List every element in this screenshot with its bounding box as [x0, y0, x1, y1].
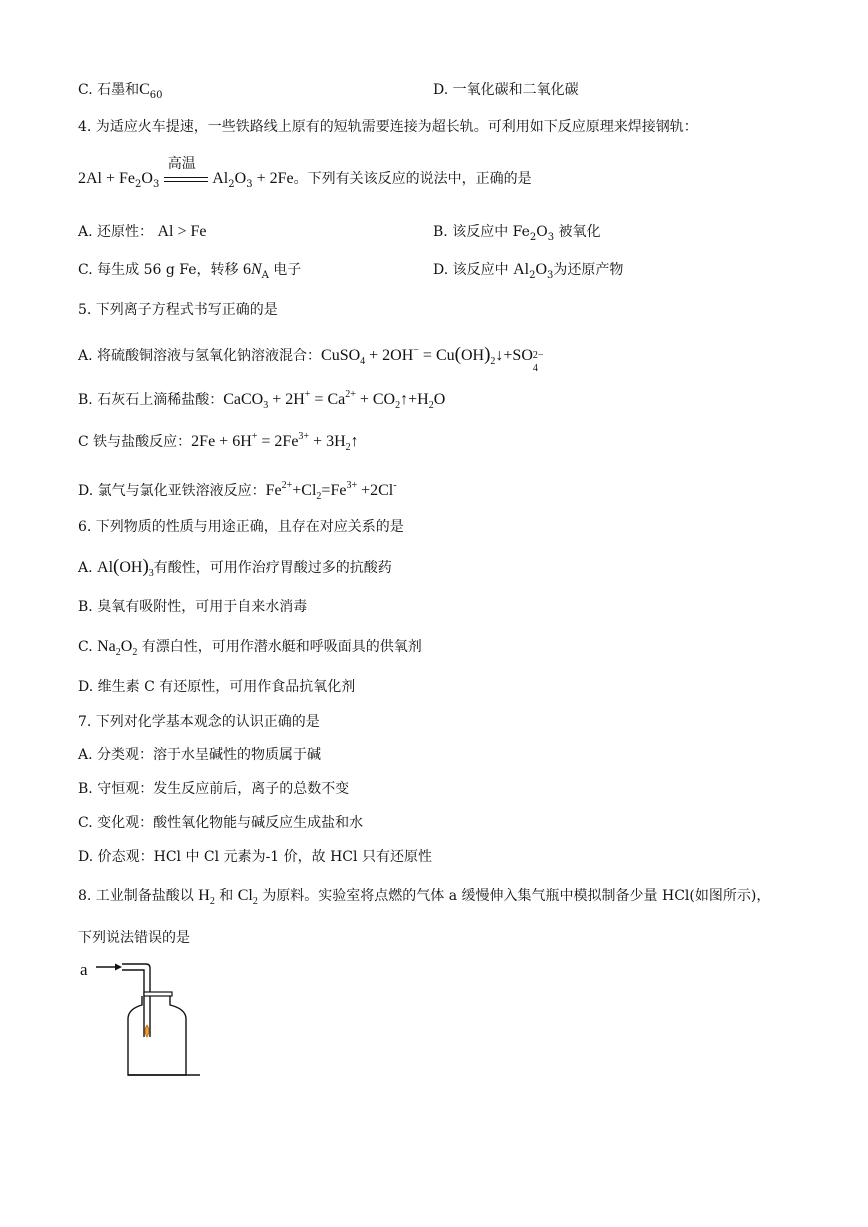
q4-option-d: D. 该反应中 $Al_2O_3$为还原产物 — [433, 261, 624, 281]
q4-stem: 4. 为适应火车提速，一些铁路线上原有的短轨需要连接为超长轨。可利用如下反应原理来焊接钢轨： — [78, 119, 698, 135]
q6-option-b: B. 臭氧有吸附性，可用于自来水消毒 — [78, 599, 308, 615]
q7-option-c: C. 变化观：酸性氧化物能与碱反应生成盐和水 — [78, 815, 364, 831]
q6-option-c: C. $Na_2O_2$ 有漂白性，可用作潜水艇和呼吸面具的供氧剂 — [78, 638, 422, 658]
q5-option-a: A. 将硫酸铜溶液与氢氧化钠溶液混合：CuSO$_4$ + $2OH^- = Cu(OH)_2↓+SO$ 2− 4 — [78, 344, 544, 374]
flame — [145, 1025, 149, 1037]
q5-option-d: D. 氯气与氯化亚铁溶液反应：$Fe^{2+}+Cl_2=Fe^{3+} +2Cl^-$ — [78, 480, 397, 502]
q5-stem: 5. 下列离子方程式书写正确的是 — [78, 302, 278, 318]
gas-jar — [128, 996, 200, 1075]
q8-stem-line2: 下列说法错误的是 — [78, 930, 190, 946]
glass-cover — [144, 992, 172, 996]
q8-stem: 8. 工业制备盐酸以 $H_2$ 和 $Cl_2$ 为原料。实验室将点燃的气体 a 缓慢伸入集气瓶中模拟制备少量 HCl(如图所示)， — [78, 887, 771, 907]
q4-option-a: A. 还原性： Al > Fe — [78, 223, 207, 240]
q6-option-d: D. 维生素 C 有还原性，可用作食品抗氧化剂 — [78, 679, 356, 695]
q4-option-c: C. 每生成 56 g Fe，转移 $6N_A$ 电子 — [78, 261, 302, 281]
q7-stem: 7. 下列对化学基本观念的认识正确的是 — [78, 714, 320, 730]
q5-option-b: B. 石灰石上滴稀盐酸：CaCO$_3$ + $2H^+ = Ca^{2+}$ + $CO_2↑+H_2O$ — [78, 389, 446, 411]
delivery-tube — [122, 964, 150, 1037]
q6-option-a: A. $Al(OH)_3$有酸性，可用作治疗胃酸过多的抗酸药 — [78, 556, 392, 579]
q7-option-d: D. 价态观：HCl 中 Cl 元素为-1 价，故 HCl 只有还原性 — [78, 849, 432, 865]
flow-arrow-head — [115, 964, 122, 971]
gas-jar-apparatus — [90, 955, 200, 1085]
q6-stem: 6. 下列物质的性质与用途正确，且存在对应关系的是 — [78, 519, 404, 535]
gas-a-label: a — [80, 960, 88, 979]
q3-option-d: D. 一氧化碳和二氧化碳 — [433, 82, 579, 98]
q4-equation: $2Al + Fe_2O_3$ 高温 $Al_2O_3 + 2Fe$。下列有关该反应的说法中，正确的是 — [78, 156, 532, 190]
q7-option-a: A. 分类观：溶于水呈碱性的物质属于碱 — [78, 747, 322, 763]
q5-option-c: C 铁与盐酸反应：$2Fe + 6H^+ = 2Fe^{3+}$ + $3H_2↑$ — [78, 431, 359, 453]
q7-option-b: B. 守恒观：发生反应前后，离子的总数不变 — [78, 781, 350, 797]
q3-option-c: C. 石墨和$C_{60}$ — [78, 81, 163, 101]
reaction-condition-arrow: 高温 — [164, 168, 208, 190]
q4-option-b: B. 该反应中 $Fe_2O_3$ 被氧化 — [433, 224, 601, 243]
